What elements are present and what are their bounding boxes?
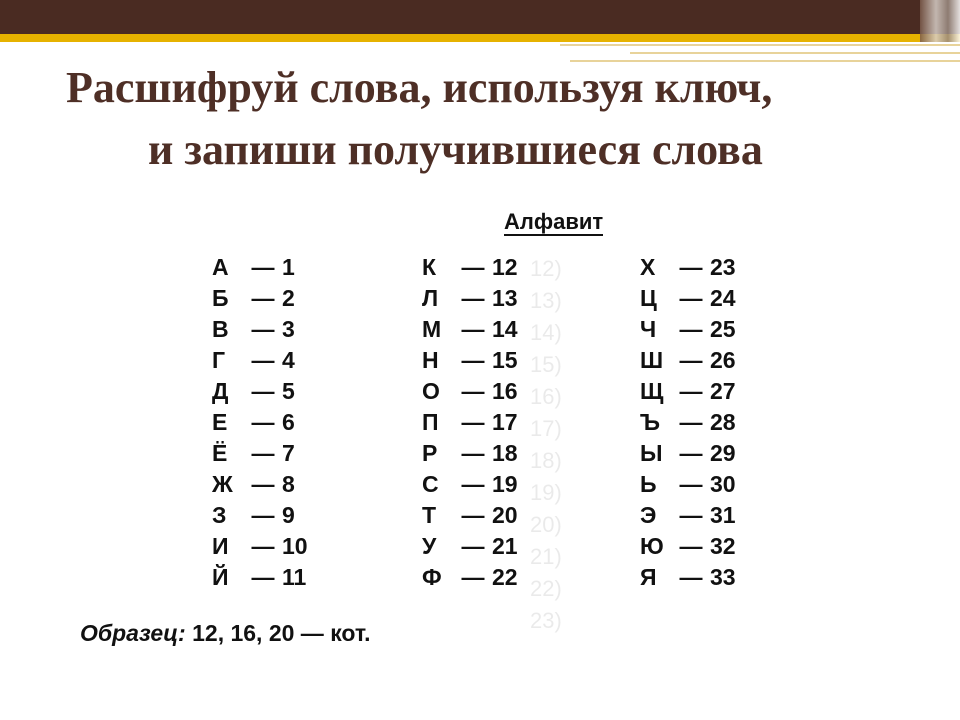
alphabet-column-2 — [422, 252, 532, 593]
alphabet-number: 15 — [492, 347, 518, 373]
alphabet-row — [640, 283, 750, 314]
alphabet-number: 25 — [710, 316, 736, 342]
alphabet-dash: — — [679, 409, 703, 435]
alphabet-row — [212, 283, 322, 314]
alphabet-dash: — — [679, 316, 703, 342]
alphabet-dash: — — [461, 502, 485, 528]
alphabet-number: 33 — [710, 564, 736, 590]
alphabet-number: 23 — [710, 254, 736, 280]
alphabet-number: 18 — [492, 440, 518, 466]
alphabet-number: 30 — [710, 471, 736, 497]
alphabet-row — [422, 314, 532, 345]
alphabet-letter: Ъ — [640, 409, 661, 435]
alphabet-row — [212, 469, 322, 500]
alphabet-number: 27 — [710, 378, 736, 404]
alphabet-row — [212, 438, 322, 469]
alphabet-letter: М — [422, 316, 442, 342]
alphabet-letter: Ч — [640, 316, 657, 342]
alphabet-row — [640, 531, 750, 562]
alphabet-row — [640, 500, 750, 531]
alphabet-letter: Г — [212, 347, 226, 373]
sample-example — [80, 620, 371, 647]
alphabet-dash: — — [251, 285, 275, 311]
alphabet-heading: Алфавит — [504, 209, 604, 234]
alphabet-dash: — — [679, 378, 703, 404]
alphabet-dash: — — [461, 440, 485, 466]
alphabet-number: 1 — [282, 254, 295, 280]
alphabet-row — [640, 376, 750, 407]
alphabet-dash: — — [461, 347, 485, 373]
alphabet-letter: З — [212, 502, 227, 528]
alphabet-number: 16 — [492, 378, 518, 404]
alphabet-column-1 — [212, 252, 322, 593]
alphabet-number: 11 — [282, 564, 307, 590]
alphabet-letter: О — [422, 378, 440, 404]
alphabet-row — [212, 314, 322, 345]
alphabet-letter: Р — [422, 440, 438, 466]
corner-decoration — [920, 0, 960, 42]
alphabet-letter: Ы — [640, 440, 663, 466]
alphabet-row — [422, 252, 532, 283]
alphabet-letter: Е — [212, 409, 228, 435]
alphabet-dash: — — [251, 316, 275, 342]
alphabet-dash: — — [251, 471, 275, 497]
alphabet-column-3 — [640, 252, 750, 593]
alphabet-dash: — — [679, 471, 703, 497]
alphabet-letter: Щ — [640, 378, 664, 404]
alphabet-number: 26 — [710, 347, 736, 373]
alphabet-dash: — — [679, 533, 703, 559]
alphabet-letter: У — [422, 533, 437, 559]
alphabet-number: 21 — [492, 533, 518, 559]
alphabet-letter: Ё — [212, 440, 228, 466]
alphabet-number: 20 — [492, 502, 518, 528]
alphabet-row — [212, 345, 322, 376]
alphabet-number: 8 — [282, 471, 295, 497]
alphabet-row — [212, 252, 322, 283]
alphabet-row — [640, 438, 750, 469]
alphabet-row — [422, 438, 532, 469]
alphabet-letter: Ю — [640, 533, 664, 559]
alphabet-number: 17 — [492, 409, 518, 435]
alphabet-dash: — — [251, 347, 275, 373]
alphabet-row — [212, 407, 322, 438]
alphabet-letter: Н — [422, 347, 439, 373]
alphabet-row — [212, 376, 322, 407]
alphabet-row — [422, 562, 532, 593]
alphabet-dash: — — [251, 409, 275, 435]
alphabet-dash: — — [679, 564, 703, 590]
alphabet-letter: Ж — [212, 471, 233, 497]
alphabet-number: 19 — [492, 471, 518, 497]
alphabet-dash: — — [251, 533, 275, 559]
alphabet-row — [422, 500, 532, 531]
alphabet-dash: — — [679, 502, 703, 528]
alphabet-number: 13 — [492, 285, 518, 311]
alphabet-dash: — — [251, 440, 275, 466]
alphabet-dash: — — [461, 285, 485, 311]
sample-text: 12, 16, 20 — кот. — [192, 620, 371, 646]
alphabet-row — [640, 562, 750, 593]
alphabet-number: 24 — [710, 285, 736, 311]
alphabet-dash: — — [461, 254, 485, 280]
gold-accent-bar — [0, 34, 960, 42]
alphabet-number: 2 — [282, 285, 295, 311]
alphabet-letter: А — [212, 254, 229, 280]
alphabet-letter: С — [422, 471, 439, 497]
alphabet-letter: Ц — [640, 285, 657, 311]
alphabet-row — [640, 469, 750, 500]
alphabet-dash: — — [461, 409, 485, 435]
alphabet-number: 10 — [282, 533, 308, 559]
alphabet-letter: В — [212, 316, 229, 342]
page-title-line-2: и запиши получившиеся слова — [148, 125, 763, 174]
alphabet-number: 4 — [282, 347, 295, 373]
alphabet-row — [640, 314, 750, 345]
alphabet-row — [640, 345, 750, 376]
alphabet-letter: К — [422, 254, 437, 280]
alphabet-letter: Б — [212, 285, 229, 311]
alphabet-dash: — — [461, 316, 485, 342]
alphabet-dash: — — [251, 502, 275, 528]
alphabet-row — [422, 283, 532, 314]
alphabet-row — [422, 407, 532, 438]
alphabet-letter: Ь — [640, 471, 657, 497]
alphabet-dash: — — [461, 564, 485, 590]
alphabet-number: 9 — [282, 502, 295, 528]
alphabet-number: 6 — [282, 409, 295, 435]
alphabet-row — [640, 407, 750, 438]
alphabet-letter: Ф — [422, 564, 442, 590]
page-title-line-1: Расшифруй слова, используя ключ, — [66, 63, 773, 112]
alphabet-row — [212, 531, 322, 562]
alphabet-row — [422, 376, 532, 407]
alphabet-number: 31 — [710, 502, 736, 528]
alphabet-row — [422, 531, 532, 562]
alphabet-row — [212, 562, 322, 593]
alphabet-number: 3 — [282, 316, 295, 342]
alphabet-letter: Т — [422, 502, 437, 528]
alphabet-dash: — — [461, 378, 485, 404]
alphabet-number: 7 — [282, 440, 295, 466]
alphabet-letter: Э — [640, 502, 657, 528]
alphabet-dash: — — [461, 471, 485, 497]
alphabet-dash: — — [679, 285, 703, 311]
alphabet-letter: И — [212, 533, 229, 559]
alphabet-number: 32 — [710, 533, 736, 559]
alphabet-row — [640, 252, 750, 283]
alphabet-row — [422, 345, 532, 376]
alphabet-row — [212, 500, 322, 531]
alphabet-number: 29 — [710, 440, 736, 466]
alphabet-letter: Й — [212, 564, 229, 590]
alphabet-dash: — — [679, 440, 703, 466]
alphabet-letter: Д — [212, 378, 229, 404]
alphabet-dash: — — [251, 254, 275, 280]
alphabet-dash: — — [679, 254, 703, 280]
alphabet-letter: П — [422, 409, 439, 435]
top-bar — [0, 0, 960, 34]
alphabet-dash: — — [251, 564, 275, 590]
alphabet-number: 12 — [492, 254, 518, 280]
sample-label: Образец: — [80, 620, 186, 646]
alphabet-dash: — — [251, 378, 275, 404]
alphabet-number: 14 — [492, 316, 518, 342]
alphabet-letter: Ш — [640, 347, 664, 373]
alphabet-letter: Я — [640, 564, 657, 590]
alphabet-number: 22 — [492, 564, 518, 590]
alphabet-number: 5 — [282, 378, 295, 404]
alphabet-letter: Л — [422, 285, 439, 311]
alphabet-letter: Х — [640, 254, 656, 280]
alphabet-row — [422, 469, 532, 500]
alphabet-dash: — — [461, 533, 485, 559]
alphabet-dash: — — [679, 347, 703, 373]
alphabet-number: 28 — [710, 409, 736, 435]
